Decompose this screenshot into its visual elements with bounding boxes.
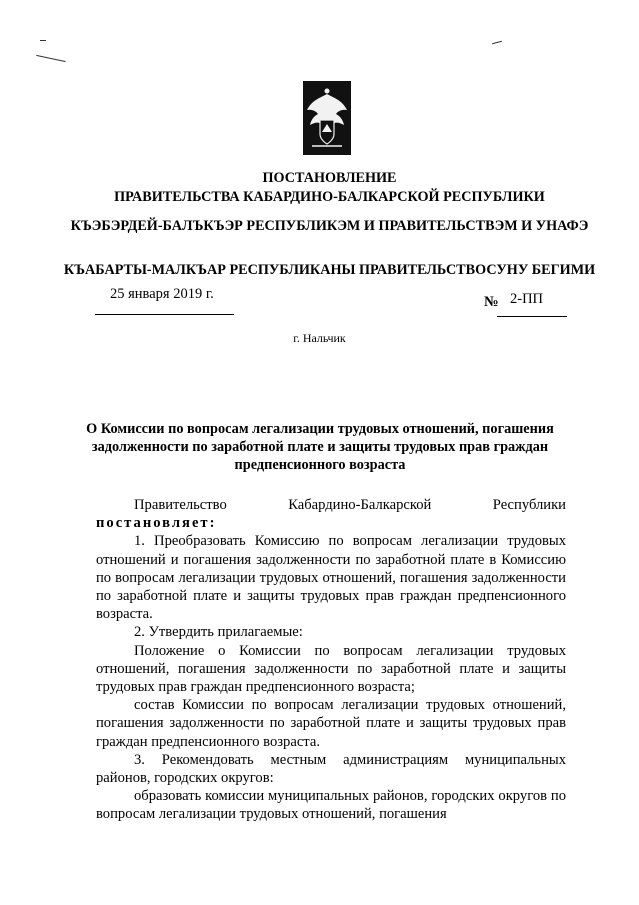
government-title: ПРАВИТЕЛЬСТВА КАБАРДИНО-БАЛКАРСКОЙ РЕСПУБЛИКИ <box>114 189 545 205</box>
paragraph-3: 3. Рекомендовать местным администрациям муниципальных районов, городских округов: <box>96 751 566 787</box>
paragraph-1: 1. Преобразовать Комиссию по вопросам легализации трудовых отношений и погашения задолженности по заработной плате в Комиссию по вопросам легализации трудовых отношений, погашения задолженности по заработной плате и защиты трудовых прав граждан предпенсионного возраста. <box>96 533 566 623</box>
number-sign: № <box>484 294 499 310</box>
gov-word: Кабардино-Балкарской <box>288 497 432 513</box>
document-date: 25 января 2019 г. <box>110 286 214 302</box>
document-body <box>96 496 566 824</box>
doc-type-title: ПОСТАНОВЛЕНИЕ <box>262 170 397 186</box>
gov-word: Правительство <box>134 497 227 513</box>
paragraph-2: 2. Утвердить прилагаемые: <box>134 624 303 641</box>
resolves-word: постановляет: <box>96 515 217 532</box>
scan-mark <box>36 55 66 62</box>
gov-word: Республики <box>492 497 566 513</box>
document-title: О Комиссии по вопросам легализации трудовых отношений, погашения задолженности по заработной плате и защиты трудовых прав граждан предпенсионного возраста <box>86 421 554 473</box>
paragraph-2a: Положение о Комиссии по вопросам легализации трудовых отношений, погашения задолженности по заработной плате и защиты трудовых прав граждан предпенсионного возраста; <box>96 642 566 696</box>
balkar-title: КЪАБАРТЫ-МАЛКЪАР РЕСПУБЛИКАНЫ ПРАВИТЕЛЬСТВОСУНУ БЕГИМИ <box>63 262 596 278</box>
paragraph-2b: состав Комиссии по вопросам легализации трудовых отношений, погашения задолженности по заработной плате и защиты трудовых прав граждан предпенсионного возраста. <box>96 697 566 750</box>
number-underline <box>497 316 567 317</box>
kbr-coat-of-arms-icon <box>302 80 352 156</box>
government-line <box>96 496 566 514</box>
kabardian-title: КЪЭБЭРДЕЙ-БАЛЪКЪЭР РЕСПУБЛИКЭМ И ПРАВИТЕЛЬСТВЭМ И УНАФЭ <box>70 218 589 234</box>
city: г. Нальчик <box>293 331 346 345</box>
paragraph-3a: образовать комиссии муниципальных районов, городских округов по вопросам легализации трудовых отношений, погашения <box>96 788 566 823</box>
scan-mark <box>40 40 46 41</box>
document-number: 2-ПП <box>510 291 544 307</box>
scan-mark <box>492 41 502 45</box>
date-underline <box>95 314 234 315</box>
